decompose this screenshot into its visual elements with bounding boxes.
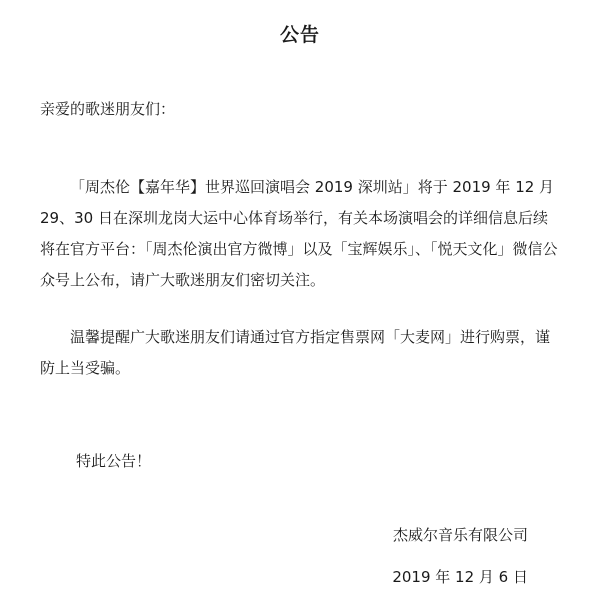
page-title: 公告 bbox=[279, 24, 320, 46]
signature-date: 2019 年 12 月 6 日 bbox=[392, 568, 528, 586]
signature-company: 杰威尔音乐有限公司 bbox=[392, 526, 528, 544]
closing-statement: 特此公告！ bbox=[76, 452, 152, 470]
body-paragraph-ticket-reminder: 温馨提醒广大歌迷朋友们请通过官方指定售票网「大麦网」进行购票，谨防上当受骗。 bbox=[40, 328, 551, 377]
body-paragraph-concert-info: 「周杰伦【嘉年华】世界巡回演唱会 2019 深圳站」将于 2019 年 12 月 29、30 日在深圳龙岗大运中心体育场举行，有关本场演唱会的详细信息后续将在官方平台：「周杰伦演出官方微博」以及「宝辉娱乐」、「悦天文化」微信公众号上公布，请广大歌迷朋友们密切关注。 bbox=[40, 178, 558, 289]
greeting: 亲爱的歌迷朋友们： bbox=[40, 100, 176, 118]
